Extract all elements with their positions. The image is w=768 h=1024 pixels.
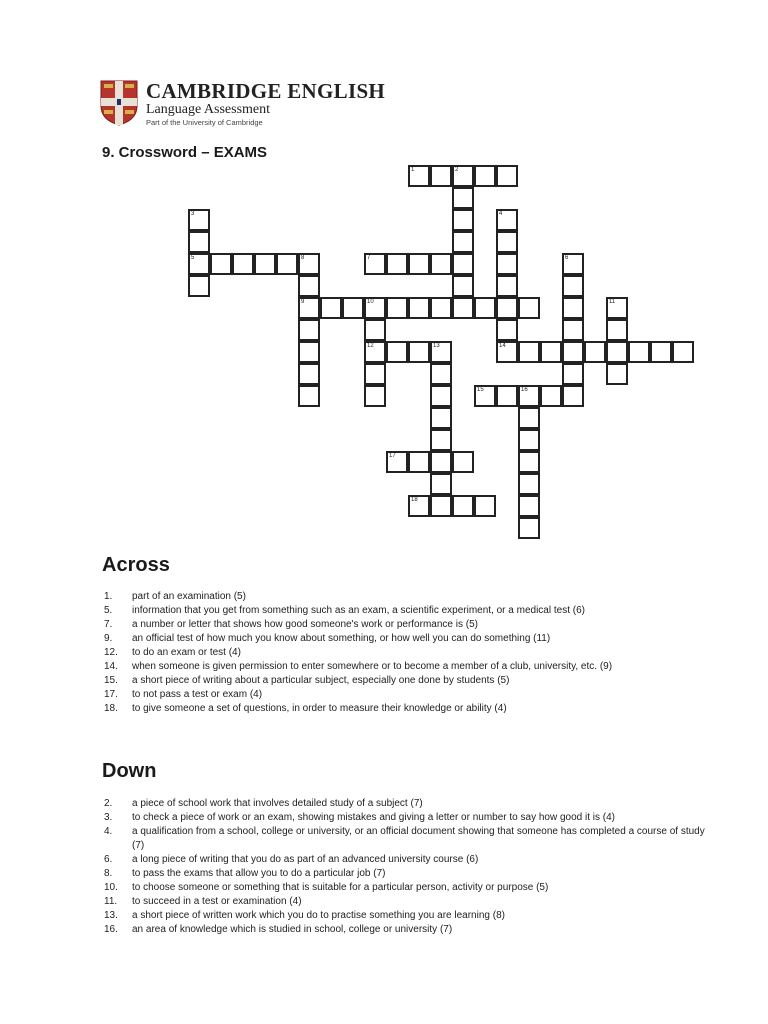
crossword-cell[interactable]	[254, 253, 276, 275]
crossword-cell[interactable]	[540, 341, 562, 363]
crossword-cell[interactable]	[364, 319, 386, 341]
crossword-cell[interactable]	[364, 363, 386, 385]
clue-text: a long piece of writing that you do as part of an advanced university course (6)	[132, 854, 479, 865]
crossword-cell[interactable]	[298, 253, 320, 275]
across-heading: Across	[102, 554, 170, 576]
crossword-cell[interactable]	[188, 275, 210, 297]
crossword-cell[interactable]	[628, 341, 650, 363]
crossword-cell[interactable]	[430, 297, 452, 319]
clue-number: 12.	[104, 647, 118, 658]
cell-number: 6	[565, 255, 569, 261]
crossword-cell[interactable]	[298, 385, 320, 407]
crossword-cell[interactable]	[562, 341, 584, 363]
crossword-cell[interactable]	[276, 253, 298, 275]
crossword-cell[interactable]	[408, 495, 430, 517]
crossword-cell[interactable]	[518, 407, 540, 429]
clue-number: 16.	[104, 924, 118, 935]
crossword-cell[interactable]	[452, 165, 474, 187]
clue-number: 8.	[104, 868, 113, 879]
crossword-cell[interactable]	[386, 451, 408, 473]
crossword-cell[interactable]	[562, 363, 584, 385]
crossword-cell[interactable]	[562, 297, 584, 319]
down-clue	[104, 909, 714, 923]
crossword-cell[interactable]	[386, 253, 408, 275]
clue-number: 5.	[104, 605, 113, 616]
clue-number: 4.	[104, 826, 113, 837]
clue-text: an area of knowledge which is studied in school, college or university (7)	[132, 924, 453, 935]
crossword-cell[interactable]	[452, 297, 474, 319]
down-clue	[104, 811, 714, 825]
crossword-cell[interactable]	[606, 297, 628, 319]
crossword-cell[interactable]	[562, 385, 584, 407]
crossword-cell[interactable]	[518, 495, 540, 517]
clue-number: 2.	[104, 798, 113, 809]
crossword-cell[interactable]	[364, 341, 386, 363]
across-clue	[104, 660, 714, 674]
across-clue	[104, 702, 714, 716]
clue-text: to succeed in a test or examination (4)	[132, 896, 302, 907]
cell-number: 13	[433, 343, 440, 349]
page-title: 9. Crossword – EXAMS	[102, 144, 268, 161]
across-clue	[104, 674, 714, 688]
across-clue	[104, 590, 714, 604]
clue-number: 3.	[104, 812, 113, 823]
clue-text: to give someone a set of questions, in order to measure their knowledge or ability (4)	[132, 703, 507, 714]
crossword-cell[interactable]	[364, 253, 386, 275]
crossword-cell[interactable]	[408, 297, 430, 319]
cell-number: 7	[367, 255, 371, 261]
clue-text: part of an examination (5)	[132, 591, 246, 602]
clue-text: a qualification from a school, college or university, or an official document showing that someone has completed a course of study (7)	[132, 826, 705, 851]
brand-name: CAMBRIDGE ENGLISH	[146, 79, 386, 103]
crossword-cell[interactable]	[298, 275, 320, 297]
cell-number: 10	[367, 299, 374, 305]
clue-number: 7.	[104, 619, 113, 630]
crossword-cell[interactable]	[584, 341, 606, 363]
crossword-cell[interactable]	[496, 253, 518, 275]
crossword-cell[interactable]	[452, 209, 474, 231]
crossword-cell[interactable]	[518, 297, 540, 319]
down-clue	[104, 881, 714, 895]
down-clue	[104, 797, 714, 811]
clue-number: 1.	[104, 591, 113, 602]
crossword-cell[interactable]	[496, 385, 518, 407]
clue-number: 14.	[104, 661, 118, 672]
cell-number: 8	[301, 255, 305, 261]
crossword-cell[interactable]	[430, 363, 452, 385]
clue-number: 9.	[104, 633, 113, 644]
clue-text: to pass the exams that allow you to do a particular job (7)	[132, 868, 386, 879]
crossword-cell[interactable]	[562, 319, 584, 341]
down-clue	[104, 867, 714, 881]
crossword-cell[interactable]	[430, 341, 452, 363]
clue-number: 6.	[104, 854, 113, 865]
crossword-cell[interactable]	[430, 429, 452, 451]
down-clue	[104, 923, 714, 937]
clue-number: 10.	[104, 882, 118, 893]
crossword-cell[interactable]	[452, 275, 474, 297]
down-clue	[104, 853, 714, 867]
across-clue	[104, 618, 714, 632]
crossword-cell[interactable]	[606, 319, 628, 341]
crossword-cell[interactable]	[232, 253, 254, 275]
cell-number: 2	[455, 167, 459, 173]
crossword-cell[interactable]	[430, 385, 452, 407]
across-clue	[104, 604, 714, 618]
clue-text: to check a piece of work or an exam, showing mistakes and giving a letter or number to say how good it is (4)	[132, 812, 616, 823]
crossword-cell[interactable]	[210, 253, 232, 275]
across-clue	[104, 646, 714, 660]
cell-number: 12	[367, 343, 374, 349]
crossword-cell[interactable]	[562, 275, 584, 297]
crossword-cell[interactable]	[452, 231, 474, 253]
crossword-cell[interactable]	[430, 473, 452, 495]
clue-number: 13.	[104, 910, 118, 921]
down-heading: Down	[102, 760, 157, 782]
crossword-cell[interactable]	[298, 297, 320, 319]
crossword-cell[interactable]	[452, 187, 474, 209]
clue-number: 17.	[104, 689, 118, 700]
crossword-cell[interactable]	[474, 165, 496, 187]
cell-number: 17	[389, 453, 396, 459]
clue-text: a short piece of writing about a particular subject, especially one done by students (5)	[132, 675, 510, 686]
crossword-cell[interactable]	[540, 385, 562, 407]
clue-text: to do an exam or test (4)	[132, 647, 241, 658]
cell-number: 1	[411, 167, 415, 173]
clue-text: to not pass a test or exam (4)	[132, 689, 263, 700]
cell-number: 5	[191, 255, 195, 261]
crossword-cell[interactable]	[430, 253, 452, 275]
crossword-cell[interactable]	[408, 451, 430, 473]
crossword-cell[interactable]	[650, 341, 672, 363]
crossword-cell[interactable]	[496, 319, 518, 341]
cell-number: 11	[609, 299, 616, 305]
crossword-cell[interactable]	[606, 363, 628, 385]
crossword-cell[interactable]	[518, 385, 540, 407]
crossword-cell[interactable]	[452, 495, 474, 517]
crossword-cell[interactable]	[430, 451, 452, 473]
crossword-cell[interactable]	[386, 297, 408, 319]
brand-tagline: Part of the University of Cambridge	[146, 118, 263, 127]
clue-text: to choose someone or something that is suitable for a particular person, activity or purpose (5)	[132, 882, 549, 893]
crossword-cell[interactable]	[606, 341, 628, 363]
crossword-cell[interactable]	[474, 297, 496, 319]
across-clue-list	[104, 590, 714, 716]
clue-text: information that you get from something such as an exam, a scientific experiment, or a medical test (6)	[132, 605, 585, 616]
brand-subtitle: Language Assessment	[146, 102, 271, 117]
down-clue	[104, 825, 714, 853]
crossword-cell[interactable]	[430, 495, 452, 517]
cell-number: 18	[411, 497, 418, 503]
cell-number: 9	[301, 299, 305, 305]
down-clue	[104, 895, 714, 909]
clue-number: 11.	[104, 896, 118, 907]
crossword-cell[interactable]	[452, 253, 474, 275]
crossword-cell[interactable]	[188, 253, 210, 275]
crossword-cell[interactable]	[342, 297, 364, 319]
crossword-cell[interactable]	[364, 385, 386, 407]
clue-text: a short piece of written work which you do to practise something you are learning (8)	[132, 910, 505, 921]
crossword-cell[interactable]	[298, 363, 320, 385]
crossword-cell[interactable]	[518, 517, 540, 539]
crossword-cell[interactable]	[496, 165, 518, 187]
cell-number: 4	[499, 211, 503, 217]
clue-number: 15.	[104, 675, 118, 686]
crossword-cell[interactable]	[452, 451, 474, 473]
crossword-cell[interactable]	[496, 341, 518, 363]
crossword-cell[interactable]	[562, 253, 584, 275]
crossword-cell[interactable]	[408, 253, 430, 275]
crossword-cell[interactable]	[496, 297, 518, 319]
crossword-cell[interactable]	[386, 341, 408, 363]
crossword-cell[interactable]	[518, 429, 540, 451]
crossword-cell[interactable]	[518, 451, 540, 473]
crossword-cell[interactable]	[518, 473, 540, 495]
cell-number: 3	[191, 211, 195, 217]
crossword-cell[interactable]	[408, 341, 430, 363]
cell-number: 15	[477, 387, 484, 393]
crossword-cell[interactable]	[430, 165, 452, 187]
clue-number: 18.	[104, 703, 118, 714]
crossword-cell[interactable]	[672, 341, 694, 363]
crossword-cell[interactable]	[496, 209, 518, 231]
crossword-cell[interactable]	[408, 165, 430, 187]
crossword-cell[interactable]	[496, 231, 518, 253]
crossword-cell[interactable]	[298, 319, 320, 341]
crossword-cell[interactable]	[320, 297, 342, 319]
crossword-cell[interactable]	[474, 385, 496, 407]
crossword-cell[interactable]	[188, 209, 210, 231]
clue-text: a piece of school work that involves detailed study of a subject (7)	[132, 798, 423, 809]
clue-text: when someone is given permission to enter somewhere or to become a member of a club, university, etc. (9)	[132, 661, 613, 672]
crossword-cell[interactable]	[298, 341, 320, 363]
cell-number: 16	[521, 387, 528, 393]
across-clue	[104, 632, 714, 646]
down-clue-list	[104, 797, 714, 937]
crossword-cell[interactable]	[188, 231, 210, 253]
crossword-cell[interactable]	[474, 495, 496, 517]
crossword-cell[interactable]	[518, 341, 540, 363]
crossword-cell[interactable]	[364, 297, 386, 319]
cell-number: 14	[499, 343, 506, 349]
across-clue	[104, 688, 714, 702]
clue-text: an official test of how much you know about something, or how well you can do something (11)	[132, 633, 551, 644]
crossword-cell[interactable]	[496, 275, 518, 297]
crossword-cell[interactable]	[430, 407, 452, 429]
clue-text: a number or letter that shows how good someone's work or performance is (5)	[132, 619, 478, 630]
